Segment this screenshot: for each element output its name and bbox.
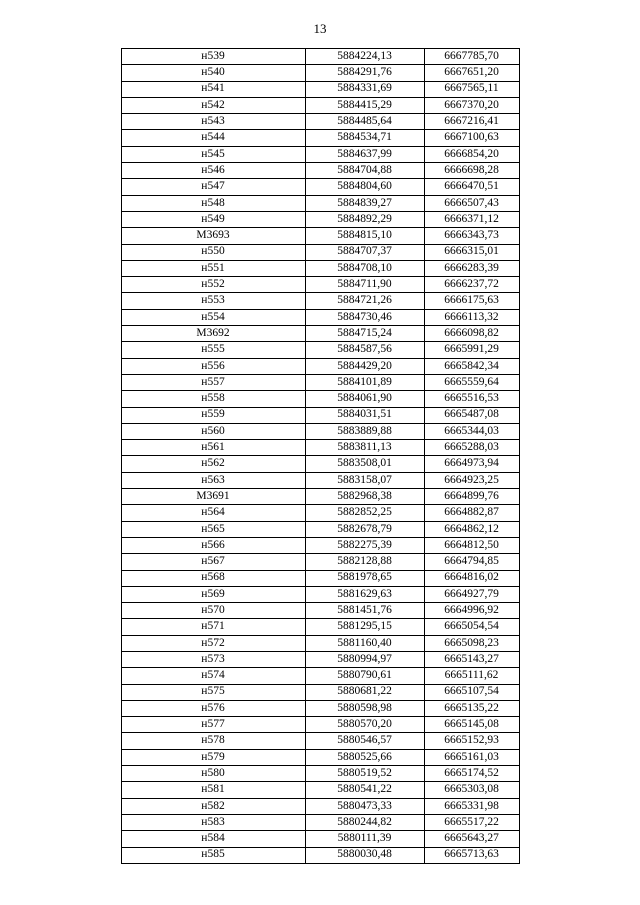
table-row [121, 782, 519, 798]
y-coordinate-cell: 6666175,63 [424, 293, 519, 309]
y-coordinate-cell: 6665107,54 [424, 684, 519, 700]
y-coordinate-cell: 6665331,98 [424, 798, 519, 814]
y-coordinate-cell: 6665111,62 [424, 668, 519, 684]
point-name-cell: М3691 [121, 489, 305, 505]
y-coordinate-cell: 6665143,27 [424, 651, 519, 667]
x-coordinate-cell: 5884224,13 [305, 49, 424, 65]
x-coordinate-cell: 5884331,69 [305, 81, 424, 97]
point-name-cell: н576 [121, 700, 305, 716]
table-row [121, 49, 519, 65]
point-name-cell: н572 [121, 635, 305, 651]
table-row [121, 130, 519, 146]
point-name-cell: н564 [121, 505, 305, 521]
point-name-cell: н571 [121, 619, 305, 635]
table-row [121, 260, 519, 276]
y-coordinate-cell: 6666098,82 [424, 326, 519, 342]
y-coordinate-cell: 6667216,41 [424, 114, 519, 130]
y-coordinate-cell: 6665991,29 [424, 342, 519, 358]
y-coordinate-cell: 6664862,12 [424, 521, 519, 537]
x-coordinate-cell: 5882852,25 [305, 505, 424, 521]
y-coordinate-cell: 6665842,34 [424, 358, 519, 374]
x-coordinate-cell: 5884031,51 [305, 407, 424, 423]
point-name-cell: н575 [121, 684, 305, 700]
table-row [121, 684, 519, 700]
point-name-cell: н553 [121, 293, 305, 309]
table-row [121, 700, 519, 716]
point-name-cell: н582 [121, 798, 305, 814]
point-name-cell: н570 [121, 603, 305, 619]
table-row [121, 603, 519, 619]
point-name-cell: н543 [121, 114, 305, 130]
point-name-cell: н569 [121, 586, 305, 602]
y-coordinate-cell: 6666113,32 [424, 309, 519, 325]
x-coordinate-cell: 5881978,65 [305, 570, 424, 586]
x-coordinate-cell: 5884892,29 [305, 211, 424, 227]
point-name-cell: н558 [121, 391, 305, 407]
table-row [121, 195, 519, 211]
x-coordinate-cell: 5883811,13 [305, 440, 424, 456]
table-row [121, 391, 519, 407]
y-coordinate-cell: 6667370,20 [424, 97, 519, 113]
point-name-cell: н573 [121, 651, 305, 667]
y-coordinate-cell: 6665174,52 [424, 766, 519, 782]
table-row [121, 619, 519, 635]
table-row [121, 423, 519, 439]
x-coordinate-cell: 5884534,71 [305, 130, 424, 146]
table-row [121, 358, 519, 374]
y-coordinate-cell: 6664794,85 [424, 554, 519, 570]
table-row [121, 277, 519, 293]
table-row [121, 847, 519, 863]
x-coordinate-cell: 5880994,97 [305, 651, 424, 667]
y-coordinate-cell: 6667651,20 [424, 65, 519, 81]
x-coordinate-cell: 5884587,56 [305, 342, 424, 358]
table-row [121, 407, 519, 423]
table-row [121, 81, 519, 97]
point-name-cell: н562 [121, 456, 305, 472]
table-row [121, 293, 519, 309]
y-coordinate-cell: 6666698,28 [424, 163, 519, 179]
x-coordinate-cell: 5880570,20 [305, 717, 424, 733]
x-coordinate-cell: 5884429,20 [305, 358, 424, 374]
y-coordinate-cell: 6664923,25 [424, 472, 519, 488]
point-name-cell: н550 [121, 244, 305, 260]
y-coordinate-cell: 6666343,73 [424, 228, 519, 244]
x-coordinate-cell: 5880790,61 [305, 668, 424, 684]
x-coordinate-cell: 5880030,48 [305, 847, 424, 863]
table-row [121, 635, 519, 651]
point-name-cell: н547 [121, 179, 305, 195]
y-coordinate-cell: 6666507,43 [424, 195, 519, 211]
x-coordinate-cell: 5884815,10 [305, 228, 424, 244]
table-row [121, 651, 519, 667]
x-coordinate-cell: 5883889,88 [305, 423, 424, 439]
point-name-cell: н577 [121, 717, 305, 733]
y-coordinate-cell: 6667100,63 [424, 130, 519, 146]
y-coordinate-cell: 6665135,22 [424, 700, 519, 716]
point-name-cell: н574 [121, 668, 305, 684]
table-row [121, 163, 519, 179]
point-name-cell: н565 [121, 521, 305, 537]
y-coordinate-cell: 6664812,50 [424, 537, 519, 553]
point-name-cell: н568 [121, 570, 305, 586]
x-coordinate-cell: 5884711,90 [305, 277, 424, 293]
table-row [121, 831, 519, 847]
table-row [121, 97, 519, 113]
y-coordinate-cell: 6664927,79 [424, 586, 519, 602]
y-coordinate-cell: 6666371,12 [424, 211, 519, 227]
point-name-cell: н559 [121, 407, 305, 423]
x-coordinate-cell: 5881451,76 [305, 603, 424, 619]
x-coordinate-cell: 5884637,99 [305, 146, 424, 162]
table-row [121, 554, 519, 570]
y-coordinate-cell: 6665487,08 [424, 407, 519, 423]
x-coordinate-cell: 5884721,26 [305, 293, 424, 309]
point-name-cell: н578 [121, 733, 305, 749]
point-name-cell: н555 [121, 342, 305, 358]
table-row [121, 749, 519, 765]
x-coordinate-cell: 5880244,82 [305, 814, 424, 830]
y-coordinate-cell: 6666470,51 [424, 179, 519, 195]
table-row [121, 456, 519, 472]
point-name-cell: н549 [121, 211, 305, 227]
x-coordinate-cell: 5881160,40 [305, 635, 424, 651]
x-coordinate-cell: 5882678,79 [305, 521, 424, 537]
x-coordinate-cell: 5881295,15 [305, 619, 424, 635]
y-coordinate-cell: 6665344,03 [424, 423, 519, 439]
point-name-cell: М3692 [121, 326, 305, 342]
table-row [121, 586, 519, 602]
coordinates-table-body [121, 49, 519, 864]
x-coordinate-cell: 5884061,90 [305, 391, 424, 407]
point-name-cell: н545 [121, 146, 305, 162]
point-name-cell: н579 [121, 749, 305, 765]
y-coordinate-cell: 6664996,92 [424, 603, 519, 619]
y-coordinate-cell: 6665145,08 [424, 717, 519, 733]
coordinates-table [121, 48, 520, 864]
point-name-cell: н539 [121, 49, 305, 65]
x-coordinate-cell: 5880111,39 [305, 831, 424, 847]
y-coordinate-cell: 6665516,53 [424, 391, 519, 407]
y-coordinate-cell: 6666854,20 [424, 146, 519, 162]
point-name-cell: н561 [121, 440, 305, 456]
table-row [121, 505, 519, 521]
x-coordinate-cell: 5884839,27 [305, 195, 424, 211]
point-name-cell: н544 [121, 130, 305, 146]
x-coordinate-cell: 5880525,66 [305, 749, 424, 765]
point-name-cell: н542 [121, 97, 305, 113]
y-coordinate-cell: 6664816,02 [424, 570, 519, 586]
table-row [121, 440, 519, 456]
point-name-cell: н552 [121, 277, 305, 293]
y-coordinate-cell: 6665303,08 [424, 782, 519, 798]
y-coordinate-cell: 6665288,03 [424, 440, 519, 456]
y-coordinate-cell: 6665643,27 [424, 831, 519, 847]
x-coordinate-cell: 5880473,33 [305, 798, 424, 814]
x-coordinate-cell: 5880519,52 [305, 766, 424, 782]
y-coordinate-cell: 6666315,01 [424, 244, 519, 260]
table-row [121, 211, 519, 227]
point-name-cell: н567 [121, 554, 305, 570]
table-row [121, 114, 519, 130]
table-row [121, 521, 519, 537]
point-name-cell: н563 [121, 472, 305, 488]
y-coordinate-cell: 6665054,54 [424, 619, 519, 635]
y-coordinate-cell: 6665152,93 [424, 733, 519, 749]
x-coordinate-cell: 5884704,88 [305, 163, 424, 179]
x-coordinate-cell: 5880681,22 [305, 684, 424, 700]
point-name-cell: М3693 [121, 228, 305, 244]
y-coordinate-cell: 6664882,87 [424, 505, 519, 521]
point-name-cell: н541 [121, 81, 305, 97]
y-coordinate-cell: 6666283,39 [424, 260, 519, 276]
point-name-cell: н583 [121, 814, 305, 830]
table-row [121, 766, 519, 782]
x-coordinate-cell: 5880546,57 [305, 733, 424, 749]
table-row [121, 228, 519, 244]
point-name-cell: н551 [121, 260, 305, 276]
y-coordinate-cell: 6665713,63 [424, 847, 519, 863]
point-name-cell: н556 [121, 358, 305, 374]
point-name-cell: н585 [121, 847, 305, 863]
x-coordinate-cell: 5884730,46 [305, 309, 424, 325]
x-coordinate-cell: 5884291,76 [305, 65, 424, 81]
x-coordinate-cell: 5883508,01 [305, 456, 424, 472]
point-name-cell: н548 [121, 195, 305, 211]
point-name-cell: н554 [121, 309, 305, 325]
point-name-cell: н546 [121, 163, 305, 179]
table-row [121, 668, 519, 684]
y-coordinate-cell: 6664973,94 [424, 456, 519, 472]
y-coordinate-cell: 6665161,03 [424, 749, 519, 765]
x-coordinate-cell: 5882275,39 [305, 537, 424, 553]
point-name-cell: н566 [121, 537, 305, 553]
x-coordinate-cell: 5884415,29 [305, 97, 424, 113]
x-coordinate-cell: 5880598,98 [305, 700, 424, 716]
point-name-cell: н580 [121, 766, 305, 782]
x-coordinate-cell: 5884804,60 [305, 179, 424, 195]
point-name-cell: н584 [121, 831, 305, 847]
table-row [121, 717, 519, 733]
point-name-cell: н540 [121, 65, 305, 81]
table-row [121, 146, 519, 162]
x-coordinate-cell: 5880541,22 [305, 782, 424, 798]
y-coordinate-cell: 6667565,11 [424, 81, 519, 97]
x-coordinate-cell: 5882128,88 [305, 554, 424, 570]
table-row [121, 489, 519, 505]
table-row [121, 570, 519, 586]
point-name-cell: н557 [121, 374, 305, 390]
y-coordinate-cell: 6665098,23 [424, 635, 519, 651]
table-row [121, 309, 519, 325]
x-coordinate-cell: 5884708,10 [305, 260, 424, 276]
table-row [121, 814, 519, 830]
table-row [121, 179, 519, 195]
y-coordinate-cell: 6665517,22 [424, 814, 519, 830]
point-name-cell: н560 [121, 423, 305, 439]
x-coordinate-cell: 5883158,07 [305, 472, 424, 488]
x-coordinate-cell: 5884101,89 [305, 374, 424, 390]
table-row [121, 472, 519, 488]
table-row [121, 537, 519, 553]
table-row [121, 374, 519, 390]
x-coordinate-cell: 5881629,63 [305, 586, 424, 602]
x-coordinate-cell: 5884707,37 [305, 244, 424, 260]
table-row [121, 326, 519, 342]
table-row [121, 244, 519, 260]
x-coordinate-cell: 5884485,64 [305, 114, 424, 130]
table-row [121, 798, 519, 814]
x-coordinate-cell: 5882968,38 [305, 489, 424, 505]
y-coordinate-cell: 6664899,76 [424, 489, 519, 505]
x-coordinate-cell: 5884715,24 [305, 326, 424, 342]
table-row [121, 342, 519, 358]
table-row [121, 733, 519, 749]
point-name-cell: н581 [121, 782, 305, 798]
y-coordinate-cell: 6665559,64 [424, 374, 519, 390]
page-number: 13 [313, 21, 327, 36]
y-coordinate-cell: 6667785,70 [424, 49, 519, 65]
y-coordinate-cell: 6666237,72 [424, 277, 519, 293]
table-row [121, 65, 519, 81]
